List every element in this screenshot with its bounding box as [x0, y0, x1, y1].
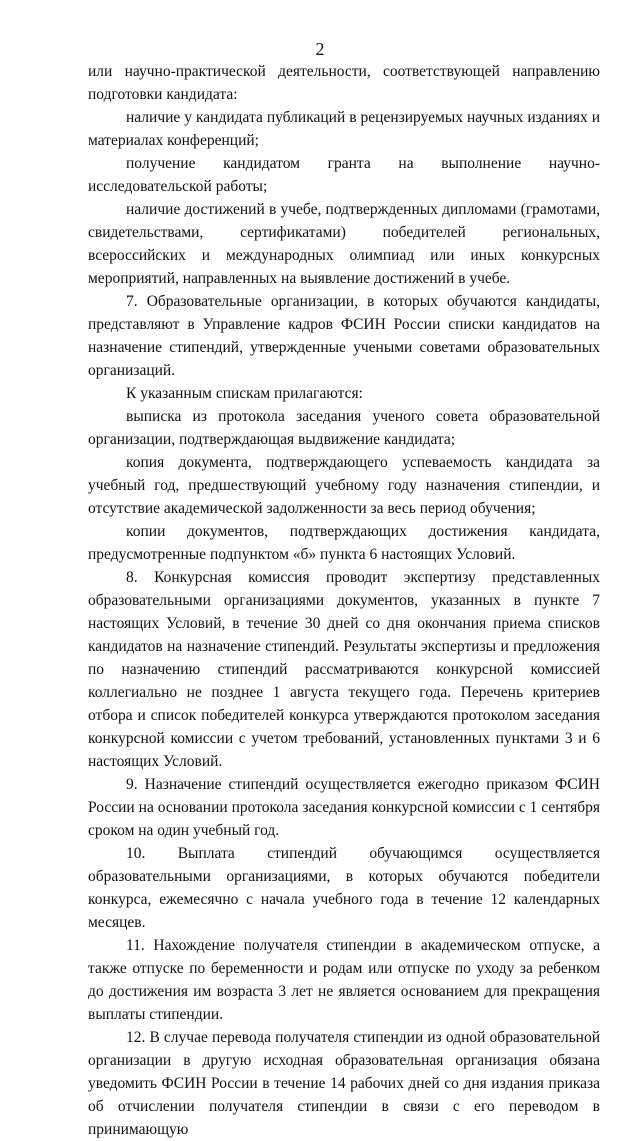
- paragraph: 12. В случае перевода получателя стипендии из одной образовательной организации в другую исходная образовательная организация обязана уведомить ФСИН России в течение 14 рабочих дней со дня издания приказа об отчислении получателя стипендии в связи с его переводом в принимающую: [88, 1029, 600, 1138]
- document-body: [88, 60, 600, 1141]
- paragraph: наличие достижений в учебе, подтвержденных дипломами (грамотами, свидетельствами, сертификатами) победителей региональных, всероссийских и международных олимпиад или иных конкурсных мероприятий, направленных на выявление достижений в учебе.: [88, 201, 600, 287]
- paragraph: 7. Образовательные организации, в которых обучаются кандидаты, представляют в Управление кадров ФСИН России списки кандидатов на назначение стипендий, утвержденные учеными советами образовательных организаций.: [88, 293, 600, 379]
- paragraph: или научно-практической деятельности, соответствующей направлению подготовки кандидата:: [88, 63, 600, 103]
- page-number: 2: [315, 39, 325, 59]
- paragraph: наличие у кандидата публикаций в рецензируемых научных изданиях и материалах конференций;: [88, 109, 600, 149]
- paragraph: выписка из протокола заседания ученого совета образовательной организации, подтверждающая выдвижение кандидата;: [88, 408, 600, 448]
- paragraph: получение кандидатом гранта на выполнение научно-исследовательской работы;: [88, 155, 600, 195]
- paragraph: 11. Нахождение получателя стипендии в академическом отпуске, а также отпуске по беременности и родам или отпуске по уходу за ребенком до достижения им возраста 3 лет не является основанием для прекращения выплаты стипендии.: [88, 937, 600, 1023]
- paragraph: 9. Назначение стипендий осуществляется ежегодно приказом ФСИН России на основании протокола заседания конкурсной комиссии с 1 сентября сроком на один учебный год.: [88, 776, 600, 839]
- paragraph: 10. Выплата стипендий обучающимся осуществляется образовательными организациями, в которых обучаются победители конкурса, ежемесячно с начала учебного года в течение 12 календарных месяцев.: [88, 845, 600, 931]
- paragraph: копия документа, подтверждающего успеваемость кандидата за учебный год, предшествующий учебному году назначения стипендии, и отсутствие академической задолженности за весь период обучения;: [88, 454, 600, 517]
- paragraph: копии документов, подтверждающих достижения кандидата, предусмотренные подпунктом «б» пункта 6 настоящих Условий.: [88, 523, 600, 563]
- paragraph: К указанным спискам прилагаются:: [126, 385, 363, 402]
- paragraph: 8. Конкурсная комиссия проводит экспертизу представленных образовательными организациями документов, указанных в пункте 7 настоящих Условий, в течение 30 дней со дня окончания приема списков кандидатов на назначение стипендий. Результаты экспертизы и предложения по назначению стипендий рассматриваются конкурсной комиссией коллегиально не позднее 1 августа текущего года. Перечень критериев отбора и список победителей конкурса утверждаются протоколом заседания конкурсной комиссии с учетом требований, установленных пунктами 3 и 6 настоящих Условий.: [88, 569, 600, 770]
